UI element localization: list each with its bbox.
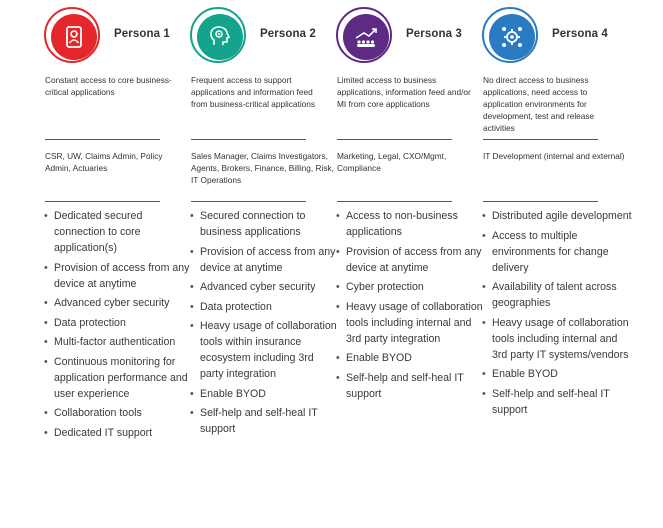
persona-column-3: [336, 0, 486, 528]
persona-roles: Marketing, Legal, CXO/Mgmt, Compliance: [337, 151, 447, 173]
list-item: • Heavy usage of collaboration tools within insurance ecosystem including 3rd party integration: [190, 318, 340, 382]
gears-network-icon: [498, 23, 526, 51]
persona-description: Constant access to core business-critical applications: [45, 75, 172, 97]
persona-header: [482, 7, 632, 65]
divider: [45, 139, 160, 140]
list-item: • Heavy usage of collaboration tools including internal and 3rd party integration: [336, 299, 486, 347]
needs-list: [44, 208, 194, 444]
persona-roles: Sales Manager, Claims Investigators, Agents, Brokers, Finance, Billing, Risk, IT Operations: [191, 151, 334, 185]
list-item: • Enable BYOD: [190, 386, 340, 402]
persona-column-2: [190, 0, 340, 528]
list-item: • Dedicated IT support: [44, 425, 194, 441]
people-growth-icon: [352, 23, 380, 51]
list-item: • Advanced cyber security: [190, 279, 340, 295]
list-item: • Dedicated secured connection to core application(s): [44, 208, 194, 256]
divider: [191, 139, 306, 140]
list-item: • Continuous monitoring for application performance and user experience: [44, 354, 194, 402]
icon-badge: [190, 7, 246, 63]
list-item: • Self-help and self-heal IT support: [336, 370, 486, 402]
list-item: • Enable BYOD: [482, 366, 632, 382]
icon-badge: [44, 7, 100, 63]
needs-list: [482, 208, 632, 421]
list-item: • Self-help and self-heal IT support: [482, 386, 632, 418]
list-item: • Distributed agile development: [482, 208, 632, 224]
head-gears-icon: [206, 23, 234, 51]
persona-column-1: [44, 0, 194, 528]
list-item: • Provision of access from any device at anytime: [190, 244, 340, 276]
list-item: • Data protection: [44, 315, 194, 331]
icon-badge: [482, 7, 538, 63]
persona-title: Persona 2: [260, 28, 316, 40]
persona-header: [190, 7, 340, 65]
persona-roles: CSR, UW, Claims Admin, Policy Admin, Actuaries: [45, 151, 163, 173]
persona-title: Persona 3: [406, 28, 462, 40]
persona-title: Persona 4: [552, 28, 608, 40]
id-card-icon: [60, 23, 88, 51]
list-item: • Cyber protection: [336, 279, 486, 295]
persona-header: [44, 7, 194, 65]
list-item: • Enable BYOD: [336, 350, 486, 366]
divider: [337, 139, 452, 140]
persona-header: [336, 7, 486, 65]
list-item: • Access to multiple environments for change delivery: [482, 228, 632, 276]
list-item: • Provision of access from any device at anytime: [336, 244, 486, 276]
list-item: • Self-help and self-heal IT support: [190, 405, 340, 437]
persona-description: Limited access to business applications, information feed and/or MI from core applications: [337, 75, 471, 109]
persona-title: Persona 1: [114, 28, 170, 40]
divider: [337, 201, 452, 202]
needs-list: [190, 208, 340, 441]
divider: [45, 201, 160, 202]
divider: [191, 201, 306, 202]
list-item: • Advanced cyber security: [44, 295, 194, 311]
persona-roles: IT Development (internal and external): [483, 151, 625, 161]
list-item: • Provision of access from any device at anytime: [44, 260, 194, 292]
persona-description: No direct access to business applications, need access to application environments for development, test and release activities: [483, 75, 595, 133]
persona-column-4: [482, 0, 632, 528]
list-item: • Access to non-business applications: [336, 208, 486, 240]
list-item: • Secured connection to business applications: [190, 208, 340, 240]
persona-description: Frequent access to support applications and information feed from business-critical applications: [191, 75, 316, 109]
needs-list: [336, 208, 486, 405]
divider: [483, 201, 598, 202]
list-item: • Multi-factor authentication: [44, 334, 194, 350]
divider: [483, 139, 598, 140]
list-item: • Heavy usage of collaboration tools including internal and 3rd party IT systems/vendors: [482, 315, 632, 363]
icon-badge: [336, 7, 392, 63]
list-item: • Collaboration tools: [44, 405, 194, 421]
list-item: • Data protection: [190, 299, 340, 315]
list-item: • Availability of talent across geographies: [482, 279, 632, 311]
